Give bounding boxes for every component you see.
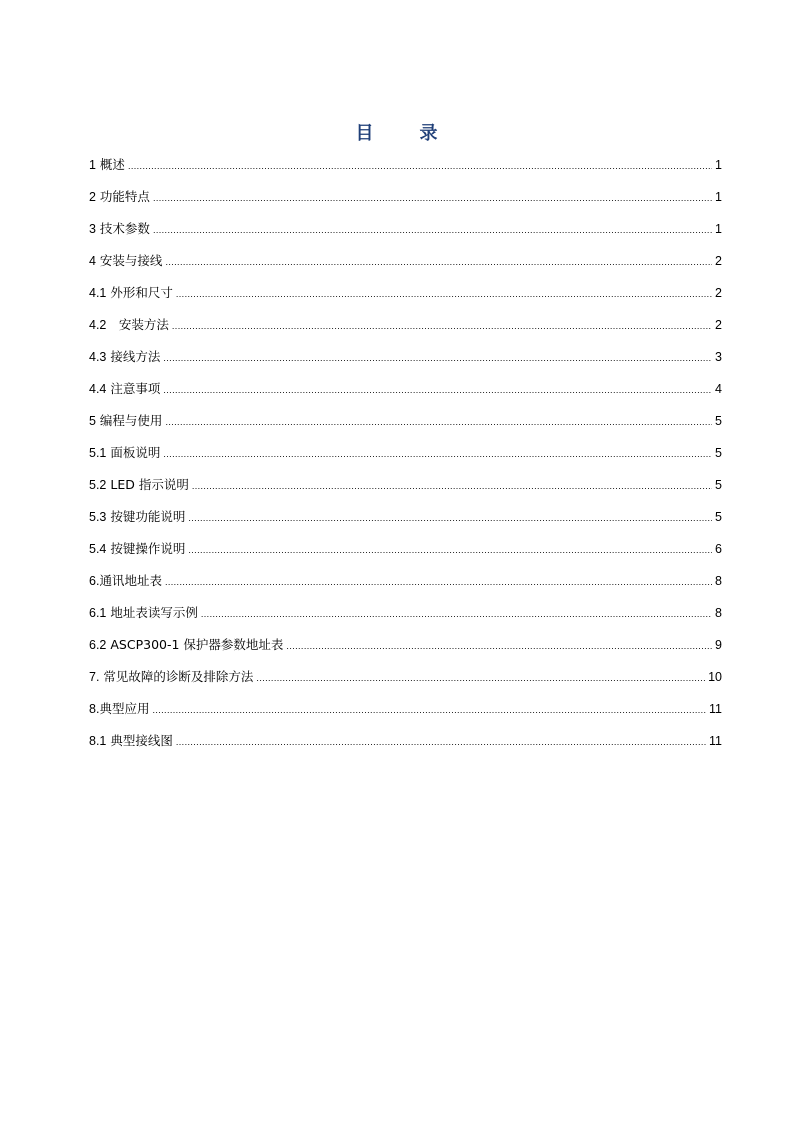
toc-entry-page: 2 (715, 286, 722, 300)
toc-entry-page: 8 (715, 574, 722, 588)
toc-entry-page: 4 (715, 382, 722, 396)
toc-entry-label (89, 635, 283, 655)
toc-entry-text: 技术参数 (95, 221, 150, 236)
toc-dot-leader (153, 188, 712, 208)
toc-entry-13[interactable] (89, 539, 722, 571)
toc-entry-label (89, 187, 150, 207)
toc-dot-leader (201, 604, 712, 624)
toc-entry-page: 1 (715, 222, 722, 236)
toc-dot-leader (128, 156, 712, 176)
toc-entry-text: 安装方法 (106, 317, 169, 332)
toc-entry-label (89, 667, 253, 687)
toc-entry-number: 4.3 (89, 350, 107, 364)
toc-entry-label (89, 731, 173, 751)
toc-entry-label (89, 539, 185, 559)
toc-dot-leader (165, 572, 712, 592)
toc-entry-label (89, 219, 150, 239)
toc-entry-2[interactable] (89, 187, 722, 219)
toc-dot-leader (172, 316, 712, 336)
toc-entry-text: 面板说明 (106, 445, 161, 460)
toc-entry-number: 6.1 (89, 606, 107, 620)
toc-entry-15[interactable] (89, 603, 722, 635)
toc-entry-1[interactable] (89, 155, 722, 187)
toc-dot-leader (153, 220, 712, 240)
toc-dot-leader (192, 476, 712, 496)
toc-entry-text: 按键操作说明 (106, 541, 186, 556)
toc-entry-label (89, 603, 198, 623)
toc-entry-18[interactable] (89, 699, 722, 731)
toc-entry-label (89, 411, 162, 431)
toc-entry-text: LED 指示说明 (106, 477, 189, 492)
toc-entry-page: 5 (715, 478, 722, 492)
toc-entry-label (89, 347, 160, 367)
toc-entry-page: 1 (715, 158, 722, 172)
toc-entry-page: 3 (715, 350, 722, 364)
toc-entry-page: 9 (715, 638, 722, 652)
toc-title (0, 119, 793, 145)
toc-entry-6[interactable] (89, 315, 722, 347)
toc-entry-number: 5.3 (89, 510, 107, 524)
toc-entry-number: 4.4 (89, 382, 107, 396)
toc-entry-text: 通讯地址表 (99, 573, 162, 588)
toc-entry-11[interactable] (89, 475, 722, 507)
toc-entry-number: 5.4 (89, 542, 107, 556)
toc-entry-number: 5.1 (89, 446, 107, 460)
toc-dot-leader (256, 668, 705, 688)
toc-entry-text: 典型接线图 (106, 733, 173, 748)
toc-entry-page: 2 (715, 318, 722, 332)
toc-entry-page: 5 (715, 446, 722, 460)
toc-entry-page: 2 (715, 254, 722, 268)
toc-entry-number: 7. (89, 670, 100, 684)
toc-dot-leader (163, 444, 712, 464)
toc-entry-text: 常见故障的诊断及排除方法 (99, 669, 254, 684)
toc-entry-label (89, 699, 149, 719)
toc-entry-text: 地址表读写示例 (106, 605, 198, 620)
toc-entry-number: 6. (89, 574, 100, 588)
toc-entry-12[interactable] (89, 507, 722, 539)
toc-entry-label (89, 571, 162, 591)
toc-entry-number: 2 (89, 190, 96, 204)
toc-entry-text: 安装与接线 (95, 253, 163, 268)
toc-dot-leader (165, 412, 712, 432)
toc-dot-leader (152, 700, 706, 720)
toc-dot-leader (176, 732, 706, 752)
toc-entry-8[interactable] (89, 379, 722, 411)
toc-dot-leader (163, 348, 712, 368)
toc-entry-7[interactable] (89, 347, 722, 379)
toc-entry-text: 概述 (95, 157, 125, 172)
toc-title-char-1: 目 (355, 123, 374, 144)
toc-entry-text: 外形和尺寸 (106, 285, 173, 300)
toc-entry-label (89, 475, 189, 495)
toc-entry-text: 接线方法 (106, 349, 161, 364)
toc-entry-text: ASCP300-1 保护器参数地址表 (106, 637, 284, 652)
toc-entry-number: 6.2 (89, 638, 107, 652)
toc-entry-page: 6 (715, 542, 722, 556)
toc-entry-9[interactable] (89, 411, 722, 443)
toc-entry-number: 5.2 (89, 478, 107, 492)
toc-entry-text: 编程与使用 (95, 413, 163, 428)
toc-dot-leader (165, 252, 712, 272)
toc-entry-14[interactable] (89, 571, 722, 603)
toc-entry-label (89, 379, 160, 399)
toc-entry-label (89, 315, 169, 335)
toc-entry-page: 10 (708, 670, 722, 684)
toc-entry-label (89, 507, 185, 527)
toc-entry-label (89, 443, 160, 463)
toc-entry-label (89, 155, 125, 175)
toc-entry-4[interactable] (89, 251, 722, 283)
toc-entry-5[interactable] (89, 283, 722, 315)
toc-entry-number: 1 (89, 158, 96, 172)
toc-entry-page: 1 (715, 190, 722, 204)
toc-entry-label (89, 251, 162, 271)
toc-entry-number: 8. (89, 702, 100, 716)
toc-entry-number: 4.2 (89, 318, 107, 332)
toc-dot-leader (176, 284, 712, 304)
toc-entry-text: 注意事项 (106, 381, 161, 396)
toc-entry-number: 8.1 (89, 734, 107, 748)
toc-entry-text: 功能特点 (95, 189, 150, 204)
toc-entry-number: 4.1 (89, 286, 107, 300)
toc-entry-19[interactable] (89, 731, 722, 763)
toc-entry-page: 5 (715, 510, 722, 524)
toc-entry-number: 5 (89, 414, 96, 428)
toc-dot-leader (188, 508, 712, 528)
toc-entry-page: 5 (715, 414, 722, 428)
toc-entry-17[interactable] (89, 667, 722, 699)
toc-entry-page: 11 (709, 702, 722, 716)
toc-title-char-2: 录 (419, 123, 438, 144)
toc-entry-page: 8 (715, 606, 722, 620)
toc-entry-text: 典型应用 (99, 701, 150, 716)
toc-entry-text: 按键功能说明 (106, 509, 186, 524)
toc-dot-leader (286, 636, 712, 656)
toc-entry-10[interactable] (89, 443, 722, 475)
toc-dot-leader (163, 380, 712, 400)
toc-entry-label (89, 283, 173, 303)
toc-entry-number: 3 (89, 222, 96, 236)
toc-entry-16[interactable] (89, 635, 722, 667)
toc-dot-leader (188, 540, 712, 560)
toc-list (89, 155, 722, 763)
toc-entry-3[interactable] (89, 219, 722, 251)
toc-entry-number: 4 (89, 254, 96, 268)
toc-entry-page: 11 (709, 734, 722, 748)
